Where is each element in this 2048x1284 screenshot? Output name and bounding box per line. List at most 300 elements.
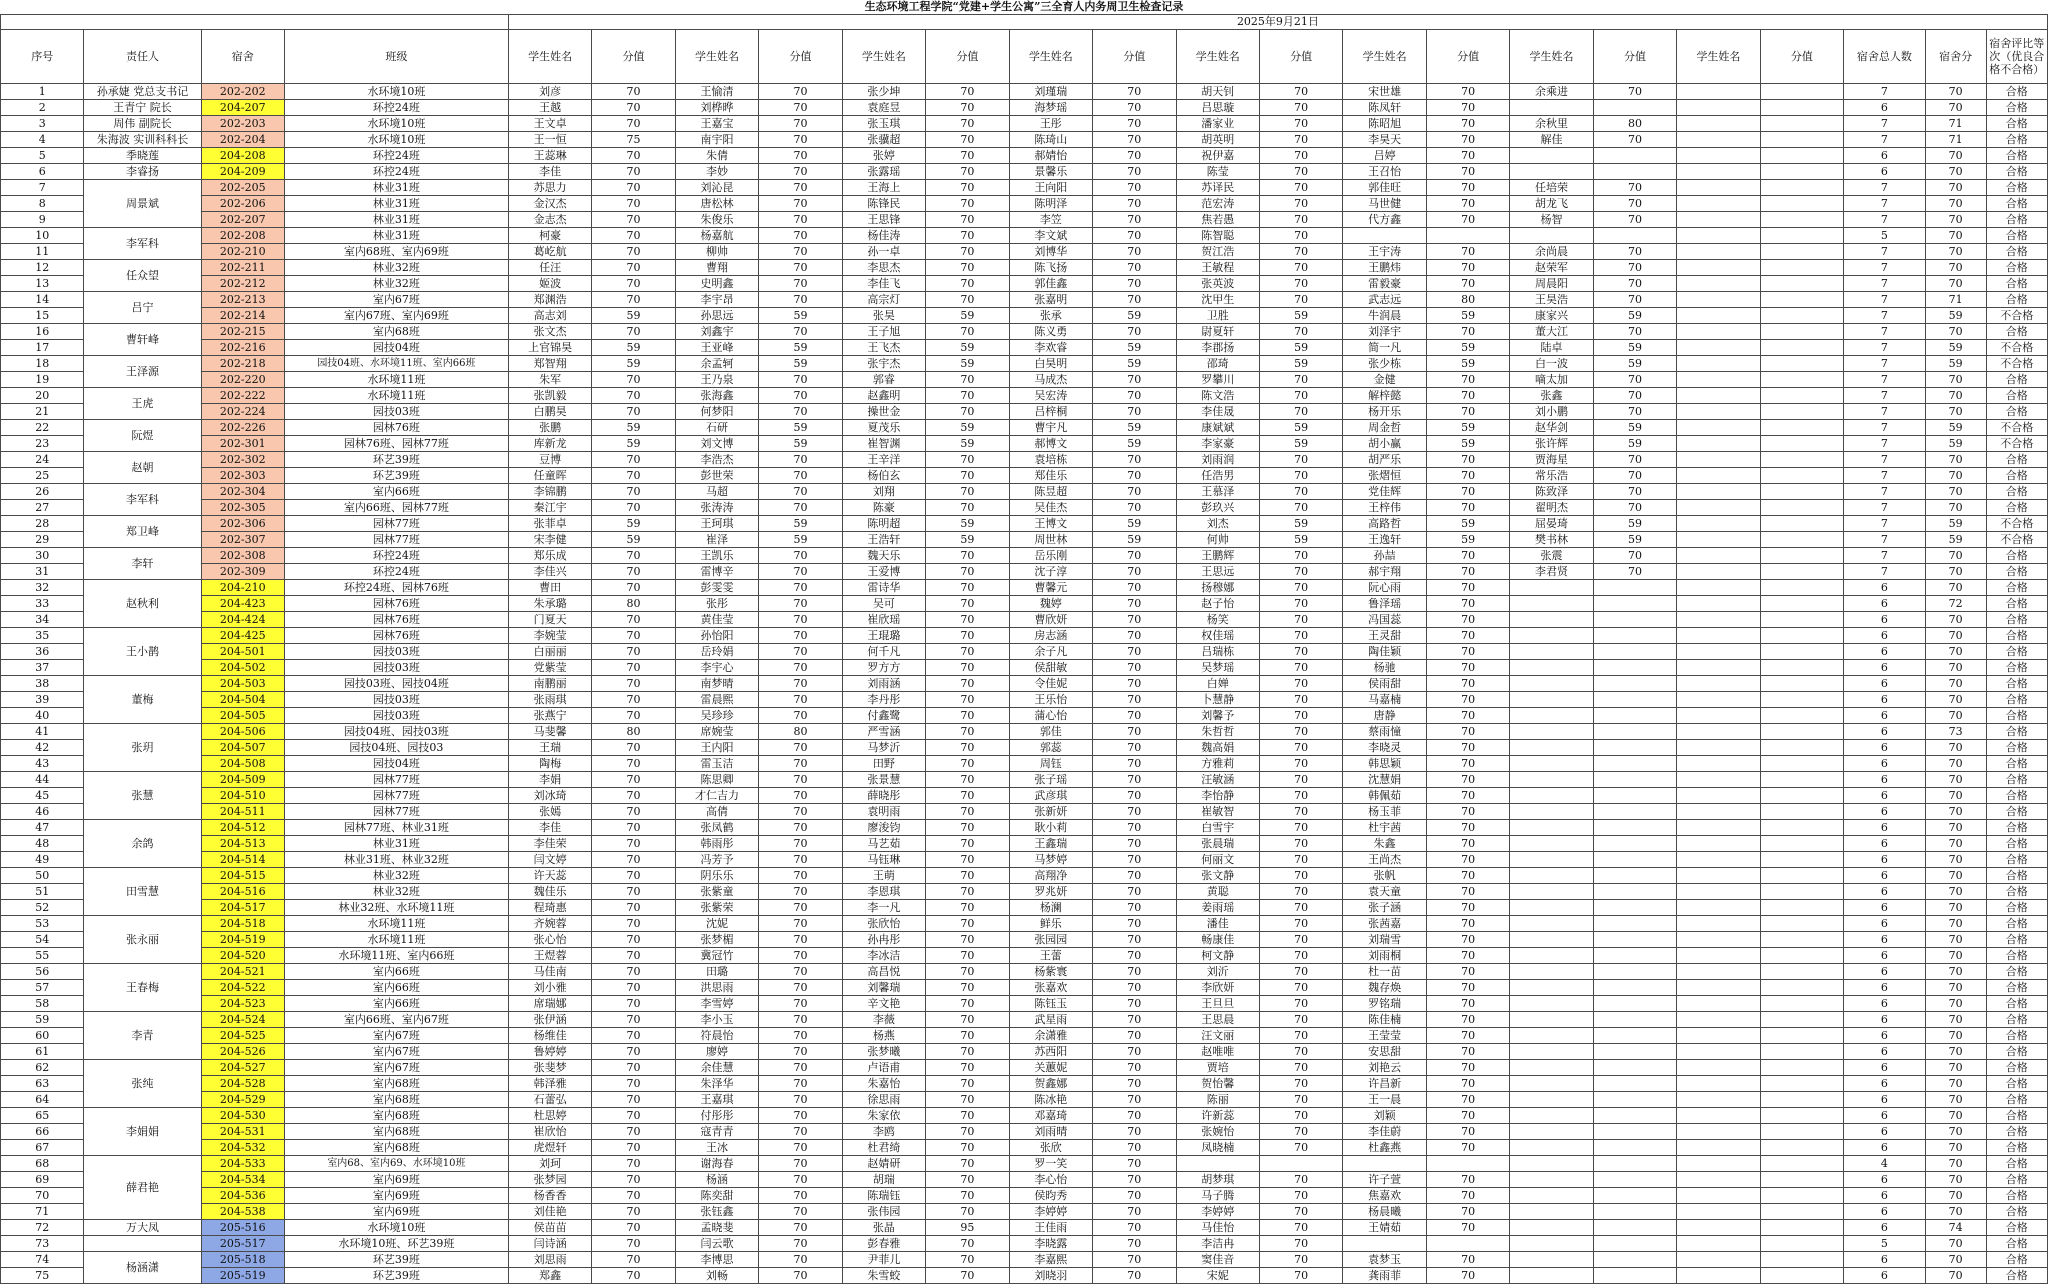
score-cell: 70	[1259, 692, 1342, 708]
table-row	[1, 324, 2048, 340]
student-name-cell: 李婷婷	[1009, 1204, 1092, 1220]
dorm-grade-cell: 合格	[1986, 84, 2047, 100]
score-cell	[1760, 468, 1843, 484]
dorm-cell: 205-519	[201, 1268, 284, 1284]
score-cell: 70	[1426, 932, 1509, 948]
seq-cell: 54	[1, 932, 84, 948]
score-cell: 70	[759, 468, 842, 484]
dorm-cell: 204-520	[201, 948, 284, 964]
score-cell: 70	[592, 708, 675, 724]
dorm-score-cell: 70	[1925, 324, 1986, 340]
class-name-cell: 环艺39班	[284, 1268, 508, 1284]
student-name-cell: 王爱博	[842, 564, 925, 580]
student-name-cell	[1677, 276, 1760, 292]
dorm-total-cell: 6	[1844, 1028, 1925, 1044]
student-name-cell: 杨紫寰	[1009, 964, 1092, 980]
score-cell: 70	[1259, 1028, 1342, 1044]
score-cell	[1760, 340, 1843, 356]
student-name-cell: 张嘉明	[1009, 292, 1092, 308]
dorm-score-cell: 70	[1925, 196, 1986, 212]
score-cell: 70	[926, 292, 1009, 308]
score-cell	[1593, 660, 1676, 676]
dorm-score-cell: 70	[1925, 996, 1986, 1012]
student-name-cell: 刘艳云	[1343, 1060, 1426, 1076]
student-name-cell: 李家豪	[1176, 436, 1259, 452]
student-name-cell: 贾培	[1176, 1060, 1259, 1076]
seq-cell: 71	[1, 1204, 84, 1220]
score-cell	[1593, 756, 1676, 772]
student-name-cell: 张钰鑫	[675, 1204, 758, 1220]
column-header: 宿舍评比等次（优良合格不合格）	[1986, 30, 2047, 84]
student-name-cell: 王冰	[675, 1140, 758, 1156]
student-name-cell: 史明鑫	[675, 276, 758, 292]
score-cell: 59	[1593, 340, 1676, 356]
student-name-cell: 库新龙	[508, 436, 591, 452]
dorm-total-cell: 6	[1844, 1108, 1925, 1124]
table-row	[1, 1140, 2048, 1156]
seq-cell: 68	[1, 1156, 84, 1172]
student-name-cell: 吴佳杰	[1009, 500, 1092, 516]
score-cell: 70	[1426, 964, 1509, 980]
score-cell: 70	[1093, 116, 1176, 132]
score-cell: 70	[759, 884, 842, 900]
student-name-cell: 朱雪蛟	[842, 1268, 925, 1284]
dorm-grade-cell: 合格	[1986, 180, 2047, 196]
student-name-cell: 张英波	[1176, 276, 1259, 292]
score-cell: 70	[1093, 1012, 1176, 1028]
class-name-cell: 室内67班、室内69班	[284, 308, 508, 324]
seq-cell: 63	[1, 1076, 84, 1092]
dorm-score-cell: 70	[1925, 164, 1986, 180]
seq-cell: 51	[1, 884, 84, 900]
score-cell: 70	[1093, 292, 1176, 308]
table-row	[1, 1028, 2048, 1044]
student-name-cell	[1510, 644, 1593, 660]
student-name-cell	[1677, 1108, 1760, 1124]
student-name-cell	[1510, 628, 1593, 644]
student-name-cell	[1677, 452, 1760, 468]
seq-cell: 29	[1, 532, 84, 548]
score-cell: 70	[592, 1220, 675, 1236]
student-name-cell: 沈子淳	[1009, 564, 1092, 580]
responsible-cell: 李轩	[84, 548, 201, 580]
seq-cell: 8	[1, 196, 84, 212]
dorm-cell: 202-226	[201, 420, 284, 436]
score-cell: 59	[1093, 356, 1176, 372]
responsible-cell: 李青	[84, 1012, 201, 1060]
student-name-cell: 张雨琪	[508, 692, 591, 708]
seq-cell: 64	[1, 1092, 84, 1108]
dorm-score-cell: 59	[1925, 340, 1986, 356]
student-name-cell: 上官锦昊	[508, 340, 591, 356]
student-name-cell	[1677, 836, 1760, 852]
score-cell	[1760, 1012, 1843, 1028]
student-name-cell	[1510, 1188, 1593, 1204]
student-name-cell	[1677, 116, 1760, 132]
student-name-cell: 李佳兴	[508, 564, 591, 580]
class-name-cell: 园林76班	[284, 628, 508, 644]
student-name-cell	[1677, 180, 1760, 196]
score-cell: 70	[592, 900, 675, 916]
score-cell: 70	[592, 564, 675, 580]
score-cell: 59	[592, 516, 675, 532]
student-name-cell: 马梦沂	[842, 740, 925, 756]
class-name-cell: 环艺39班	[284, 452, 508, 468]
dorm-score-cell: 70	[1925, 612, 1986, 628]
table-row	[1, 244, 2048, 260]
score-cell: 70	[759, 836, 842, 852]
score-cell: 70	[926, 500, 1009, 516]
dorm-total-cell: 6	[1844, 1044, 1925, 1060]
student-name-cell: 郑佳乐	[1009, 468, 1092, 484]
column-header: 学生姓名	[1677, 30, 1760, 84]
dorm-score-cell: 70	[1925, 1076, 1986, 1092]
dorm-cell: 204-208	[201, 148, 284, 164]
student-name-cell: 李一凡	[842, 900, 925, 916]
seq-cell: 53	[1, 916, 84, 932]
seq-cell: 30	[1, 548, 84, 564]
table-row	[1, 596, 2048, 612]
score-cell: 70	[1259, 708, 1342, 724]
score-cell: 70	[1093, 596, 1176, 612]
student-name-cell: 王瑞	[508, 740, 591, 756]
score-cell: 59	[592, 340, 675, 356]
dorm-total-cell: 6	[1844, 980, 1925, 996]
score-cell: 70	[592, 804, 675, 820]
score-cell: 70	[1426, 996, 1509, 1012]
student-name-cell: 陈奕甜	[675, 1188, 758, 1204]
score-cell: 70	[759, 676, 842, 692]
score-cell	[1760, 244, 1843, 260]
seq-cell: 65	[1, 1108, 84, 1124]
responsible-cell: 孙承婕 党总支书记	[84, 84, 201, 100]
student-name-cell: 陈智聪	[1176, 228, 1259, 244]
dorm-score-cell: 59	[1925, 516, 1986, 532]
score-cell: 70	[1093, 1076, 1176, 1092]
score-cell: 59	[926, 340, 1009, 356]
score-cell	[1593, 644, 1676, 660]
score-cell: 70	[1426, 788, 1509, 804]
student-name-cell: 王尚杰	[1343, 852, 1426, 868]
student-name-cell	[1677, 980, 1760, 996]
seq-cell: 26	[1, 484, 84, 500]
score-cell: 70	[1593, 276, 1676, 292]
table-row	[1, 628, 2048, 644]
table-row	[1, 356, 2048, 372]
dorm-cell: 204-533	[201, 1156, 284, 1172]
student-name-cell: 曹翔	[675, 260, 758, 276]
student-name-cell: 王蕾	[1009, 948, 1092, 964]
dorm-grade-cell: 合格	[1986, 1172, 2047, 1188]
score-cell: 70	[1093, 1044, 1176, 1060]
score-cell	[1760, 1236, 1843, 1252]
score-cell: 70	[759, 756, 842, 772]
dorm-total-cell: 7	[1844, 468, 1925, 484]
score-cell: 70	[926, 1012, 1009, 1028]
dorm-grade-cell: 合格	[1986, 900, 2047, 916]
dorm-total-cell: 5	[1844, 228, 1925, 244]
student-name-cell: 李佳荣	[508, 836, 591, 852]
class-name-cell: 林业31班	[284, 196, 508, 212]
score-cell: 70	[759, 1172, 842, 1188]
student-name-cell: 张晨瑞	[1176, 836, 1259, 852]
column-header: 宿舍分	[1925, 30, 1986, 84]
table-row	[1, 100, 2048, 116]
student-name-cell: 孟晓斐	[675, 1220, 758, 1236]
score-cell	[1593, 932, 1676, 948]
class-name-cell: 室内66班、室内67班	[284, 1012, 508, 1028]
student-name-cell: 付鑫鹭	[842, 708, 925, 724]
score-cell: 70	[926, 212, 1009, 228]
seq-cell: 11	[1, 244, 84, 260]
student-name-cell: 任培荣	[1510, 180, 1593, 196]
student-name-cell	[1510, 676, 1593, 692]
student-name-cell	[1510, 724, 1593, 740]
responsible-cell: 王泽源	[84, 356, 201, 388]
dorm-score-cell: 59	[1925, 420, 1986, 436]
score-cell: 70	[926, 484, 1009, 500]
score-cell: 70	[1259, 292, 1342, 308]
student-name-cell: 安思甜	[1343, 1044, 1426, 1060]
score-cell: 59	[1426, 532, 1509, 548]
score-cell	[1760, 580, 1843, 596]
student-name-cell: 陈钰玉	[1009, 996, 1092, 1012]
score-cell: 70	[926, 916, 1009, 932]
score-cell: 70	[592, 980, 675, 996]
score-cell: 59	[592, 532, 675, 548]
score-cell	[1426, 1156, 1509, 1172]
score-cell: 59	[1426, 308, 1509, 324]
dorm-grade-cell: 合格	[1986, 1028, 2047, 1044]
seq-cell: 14	[1, 292, 84, 308]
score-cell: 70	[926, 580, 1009, 596]
score-cell: 70	[1426, 804, 1509, 820]
student-name-cell	[1677, 596, 1760, 612]
student-name-cell	[1677, 1140, 1760, 1156]
score-cell: 70	[1259, 564, 1342, 580]
score-cell	[1760, 788, 1843, 804]
dorm-total-cell: 6	[1844, 1172, 1925, 1188]
score-cell: 70	[1426, 452, 1509, 468]
dorm-cell: 205-516	[201, 1220, 284, 1236]
score-cell: 70	[1426, 1060, 1509, 1076]
responsible-cell: 田雪慧	[84, 868, 201, 916]
student-name-cell	[1677, 932, 1760, 948]
student-name-cell: 张鹏	[508, 420, 591, 436]
score-cell: 70	[759, 324, 842, 340]
student-name-cell	[1677, 324, 1760, 340]
score-cell: 70	[1259, 820, 1342, 836]
student-name-cell: 罗一笑	[1009, 1156, 1092, 1172]
class-name-cell: 园技03班	[284, 660, 508, 676]
score-cell	[1593, 948, 1676, 964]
student-name-cell: 李欣妍	[1176, 980, 1259, 996]
student-name-cell: 张菲卓	[508, 516, 591, 532]
score-cell	[1760, 452, 1843, 468]
score-cell: 70	[592, 180, 675, 196]
student-name-cell: 海梦瑶	[1009, 100, 1092, 116]
score-cell: 70	[592, 1076, 675, 1092]
class-name-cell: 水环境11班	[284, 916, 508, 932]
dorm-cell: 204-503	[201, 676, 284, 692]
student-name-cell	[1343, 1156, 1426, 1172]
student-name-cell: 刘雨晴	[1009, 1124, 1092, 1140]
score-cell: 70	[1093, 724, 1176, 740]
score-cell	[1426, 228, 1509, 244]
score-cell: 95	[926, 1220, 1009, 1236]
student-name-cell: 王灵甜	[1343, 628, 1426, 644]
table-row	[1, 148, 2048, 164]
score-cell: 59	[592, 308, 675, 324]
score-cell: 70	[1426, 916, 1509, 932]
class-name-cell: 水环境10班	[284, 1220, 508, 1236]
student-name-cell: 夏茂乐	[842, 420, 925, 436]
student-name-cell: 康斌斌	[1176, 420, 1259, 436]
student-name-cell: 郭佳旺	[1343, 180, 1426, 196]
student-name-cell: 刘雨润	[1176, 452, 1259, 468]
student-name-cell: 马嘉楠	[1343, 692, 1426, 708]
score-cell	[1760, 900, 1843, 916]
score-cell: 70	[1093, 1124, 1176, 1140]
score-cell: 70	[759, 1252, 842, 1268]
student-name-cell: 席婉莹	[675, 724, 758, 740]
score-cell: 70	[1259, 148, 1342, 164]
dorm-score-cell: 70	[1925, 900, 1986, 916]
dorm-cell: 204-207	[201, 100, 284, 116]
student-name-cell	[1677, 884, 1760, 900]
dorm-score-cell: 70	[1925, 260, 1986, 276]
column-header: 学生姓名	[1176, 30, 1259, 84]
student-name-cell: 李浩杰	[675, 452, 758, 468]
score-cell: 70	[1259, 164, 1342, 180]
score-cell: 70	[592, 1140, 675, 1156]
score-cell: 70	[1093, 692, 1176, 708]
score-cell: 70	[1093, 772, 1176, 788]
score-cell: 70	[1593, 212, 1676, 228]
dorm-grade-cell: 合格	[1986, 388, 2047, 404]
score-cell	[1760, 932, 1843, 948]
dorm-total-cell: 6	[1844, 1060, 1925, 1076]
student-name-cell: 耿小莉	[1009, 820, 1092, 836]
student-name-cell: 陈冰艳	[1009, 1092, 1092, 1108]
dorm-grade-cell: 合格	[1986, 804, 2047, 820]
class-name-cell: 园林77班	[284, 804, 508, 820]
score-cell: 70	[1259, 1076, 1342, 1092]
dorm-grade-cell: 合格	[1986, 948, 2047, 964]
score-cell: 80	[592, 724, 675, 740]
dorm-cell: 204-529	[201, 1092, 284, 1108]
student-name-cell: 李恩琪	[842, 884, 925, 900]
student-name-cell: 刘泽宇	[1343, 324, 1426, 340]
student-name-cell: 王一晨	[1343, 1092, 1426, 1108]
student-name-cell: 张许辉	[1510, 436, 1593, 452]
seq-cell: 42	[1, 740, 84, 756]
column-header: 宿舍	[201, 30, 284, 84]
dorm-grade-cell: 合格	[1986, 116, 2047, 132]
dorm-grade-cell: 合格	[1986, 772, 2047, 788]
student-name-cell	[1510, 804, 1593, 820]
column-header: 学生姓名	[1510, 30, 1593, 84]
score-cell	[1760, 564, 1843, 580]
dorm-cell: 202-215	[201, 324, 284, 340]
score-cell: 70	[1259, 644, 1342, 660]
student-name-cell: 姜雨瑶	[1176, 900, 1259, 916]
score-cell: 70	[759, 276, 842, 292]
dorm-cell: 204-512	[201, 820, 284, 836]
student-name-cell	[1677, 628, 1760, 644]
dorm-grade-cell: 合格	[1986, 916, 2047, 932]
score-cell: 70	[1093, 404, 1176, 420]
dorm-cell: 204-209	[201, 164, 284, 180]
dorm-cell: 202-305	[201, 500, 284, 516]
dorm-cell: 202-203	[201, 116, 284, 132]
dorm-total-cell: 7	[1844, 356, 1925, 372]
student-name-cell	[1510, 772, 1593, 788]
dorm-cell: 204-519	[201, 932, 284, 948]
dorm-total-cell: 6	[1844, 580, 1925, 596]
student-name-cell: 崔敏智	[1176, 804, 1259, 820]
class-name-cell: 水环境10班	[284, 116, 508, 132]
score-cell: 59	[592, 356, 675, 372]
seq-cell: 9	[1, 212, 84, 228]
score-cell: 70	[759, 692, 842, 708]
dorm-cell: 204-536	[201, 1188, 284, 1204]
score-cell	[1760, 196, 1843, 212]
score-cell: 70	[592, 676, 675, 692]
student-name-cell: 雷诗华	[842, 580, 925, 596]
dorm-total-cell: 7	[1844, 500, 1925, 516]
dorm-score-cell: 70	[1925, 1044, 1986, 1060]
responsible-cell: 余鸽	[84, 820, 201, 868]
score-cell	[1760, 372, 1843, 388]
score-cell: 70	[1426, 1140, 1509, 1156]
student-name-cell	[1510, 660, 1593, 676]
dorm-score-cell: 70	[1925, 932, 1986, 948]
seq-cell: 25	[1, 468, 84, 484]
score-cell: 70	[1093, 852, 1176, 868]
score-cell: 70	[1426, 564, 1509, 580]
dorm-score-cell: 70	[1925, 388, 1986, 404]
score-cell: 59	[1259, 436, 1342, 452]
student-name-cell	[1677, 788, 1760, 804]
score-cell	[1593, 1220, 1676, 1236]
dorm-total-cell: 6	[1844, 884, 1925, 900]
score-cell: 70	[926, 1156, 1009, 1172]
score-cell: 70	[1259, 1204, 1342, 1220]
score-cell: 70	[1259, 132, 1342, 148]
student-name-cell: 彭雯雯	[675, 580, 758, 596]
student-name-cell: 武彦琪	[1009, 788, 1092, 804]
student-name-cell	[1510, 756, 1593, 772]
column-header: 学生姓名	[675, 30, 758, 84]
score-cell: 59	[1259, 532, 1342, 548]
dorm-cell: 204-510	[201, 788, 284, 804]
dorm-total-cell: 6	[1844, 100, 1925, 116]
student-name-cell: 韩泽雅	[508, 1076, 591, 1092]
student-name-cell: 刘瑞雪	[1343, 932, 1426, 948]
student-name-cell: 寇青青	[675, 1124, 758, 1140]
score-cell	[1593, 836, 1676, 852]
student-name-cell: 胡龙飞	[1510, 196, 1593, 212]
dorm-score-cell: 70	[1925, 500, 1986, 516]
score-cell: 70	[1259, 724, 1342, 740]
dorm-total-cell: 7	[1844, 372, 1925, 388]
student-name-cell	[1677, 916, 1760, 932]
dorm-score-cell: 70	[1925, 484, 1986, 500]
column-header: 分值	[592, 30, 675, 84]
student-name-cell: 杜思婷	[508, 1108, 591, 1124]
dorm-grade-cell: 合格	[1986, 1044, 2047, 1060]
